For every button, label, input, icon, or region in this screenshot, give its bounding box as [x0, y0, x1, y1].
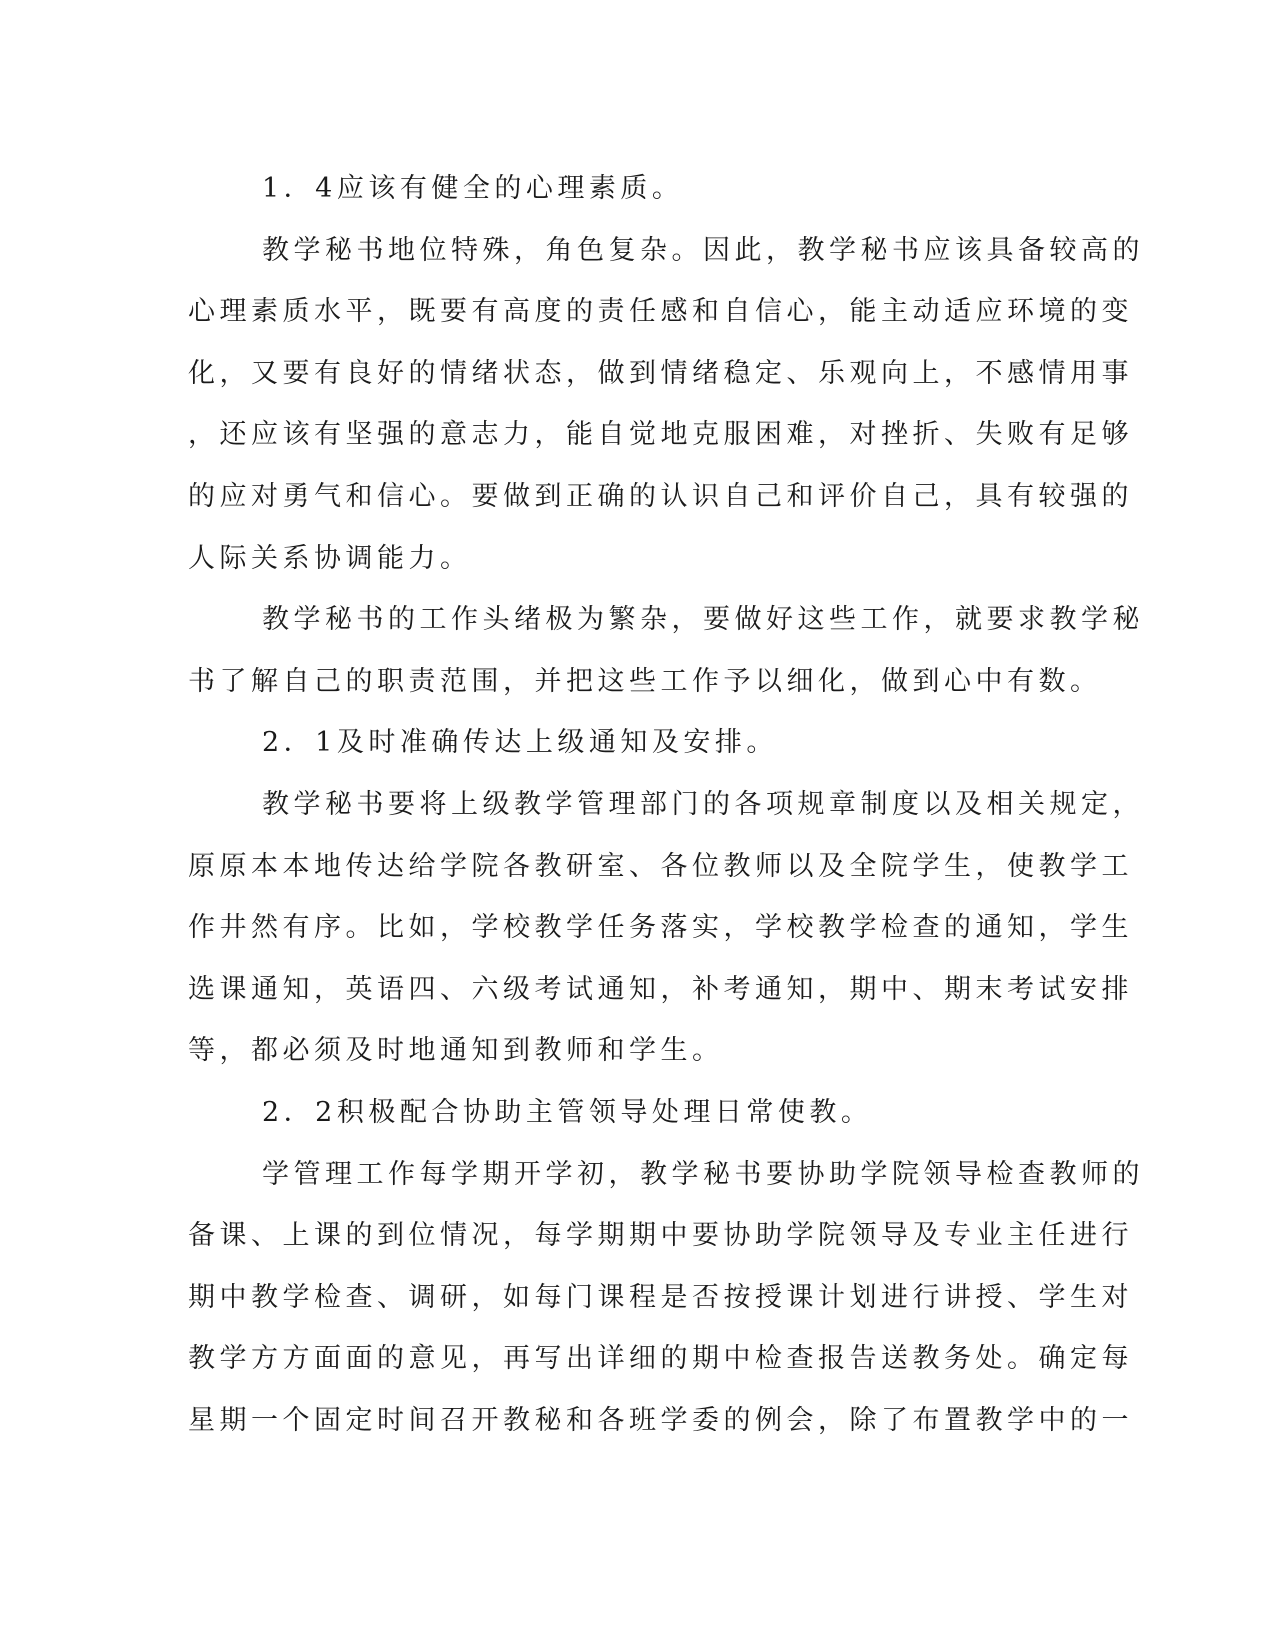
paragraph-line: 星期一个固定时间召开教秘和各班学委的例会，除了布置教学中的一: [188, 1404, 1133, 1436]
body-text: [188, 158, 1144, 1451]
paragraph-line: 心理素质水平，既要有高度的责任感和自信心，能主动适应环境的变: [188, 296, 1133, 328]
heading-2-1: 2．1及时准确传达上级通知及安排。: [262, 727, 778, 759]
paragraph-line: 备课、上课的到位情况，每学期期中要协助学院领导及专业主任进行: [188, 1220, 1133, 1252]
paragraph-line: 等，都必须及时地通知到教师和学生。: [188, 1035, 724, 1067]
heading-1-4: 1．4应该有健全的心理素质。: [262, 173, 684, 204]
paragraph-line: 书了解自己的职责范围，并把这些工作予以细化，做到心中有数。: [188, 665, 1102, 697]
paragraph-line: 学管理工作每学期开学初，教学秘书要协助学院领导检查教师的: [262, 1158, 1144, 1190]
paragraph-line: ，还应该有坚强的意志力，能自觉地克服困难，对挫折、失败有足够: [188, 419, 1133, 451]
heading-2-2: 2．2积极配合协助主管领导处理日常使教。: [262, 1096, 873, 1128]
paragraph-line: 教学秘书地位特殊，角色复杂。因此，教学秘书应该具备较高的: [262, 234, 1144, 266]
paragraph-line: 作井然有序。比如，学校教学任务落实，学校教学检查的通知，学生: [188, 912, 1133, 944]
paragraph-line: 期中教学检查、调研，如每门课程是否按授课计划进行讲授、学生对: [188, 1281, 1133, 1313]
paragraph-line: 的应对勇气和信心。要做到正确的认识自己和评价自己，具有较强的: [188, 480, 1133, 512]
paragraph-line: 人际关系协调能力。: [188, 542, 472, 574]
paragraph-line: 教学方方面面的意见，再写出详细的期中检查报告送教务处。确定每: [188, 1343, 1133, 1375]
paragraph-line: 选课通知，英语四、六级考试通知，补考通知，期中、期末考试安排: [188, 973, 1133, 1005]
paragraph-line: 教学秘书要将上级教学管理部门的各项规章制度以及相关规定，: [262, 788, 1144, 820]
paragraph-line: 原原本本地传达给学院各教研室、各位教师以及全院学生，使教学工: [188, 850, 1133, 882]
paragraph-line: 教学秘书的工作头绪极为繁杂，要做好这些工作，就要求教学秘: [262, 604, 1144, 636]
paragraph-line: 化，又要有良好的情绪状态，做到情绪稳定、乐观向上，不感情用事: [188, 357, 1133, 389]
